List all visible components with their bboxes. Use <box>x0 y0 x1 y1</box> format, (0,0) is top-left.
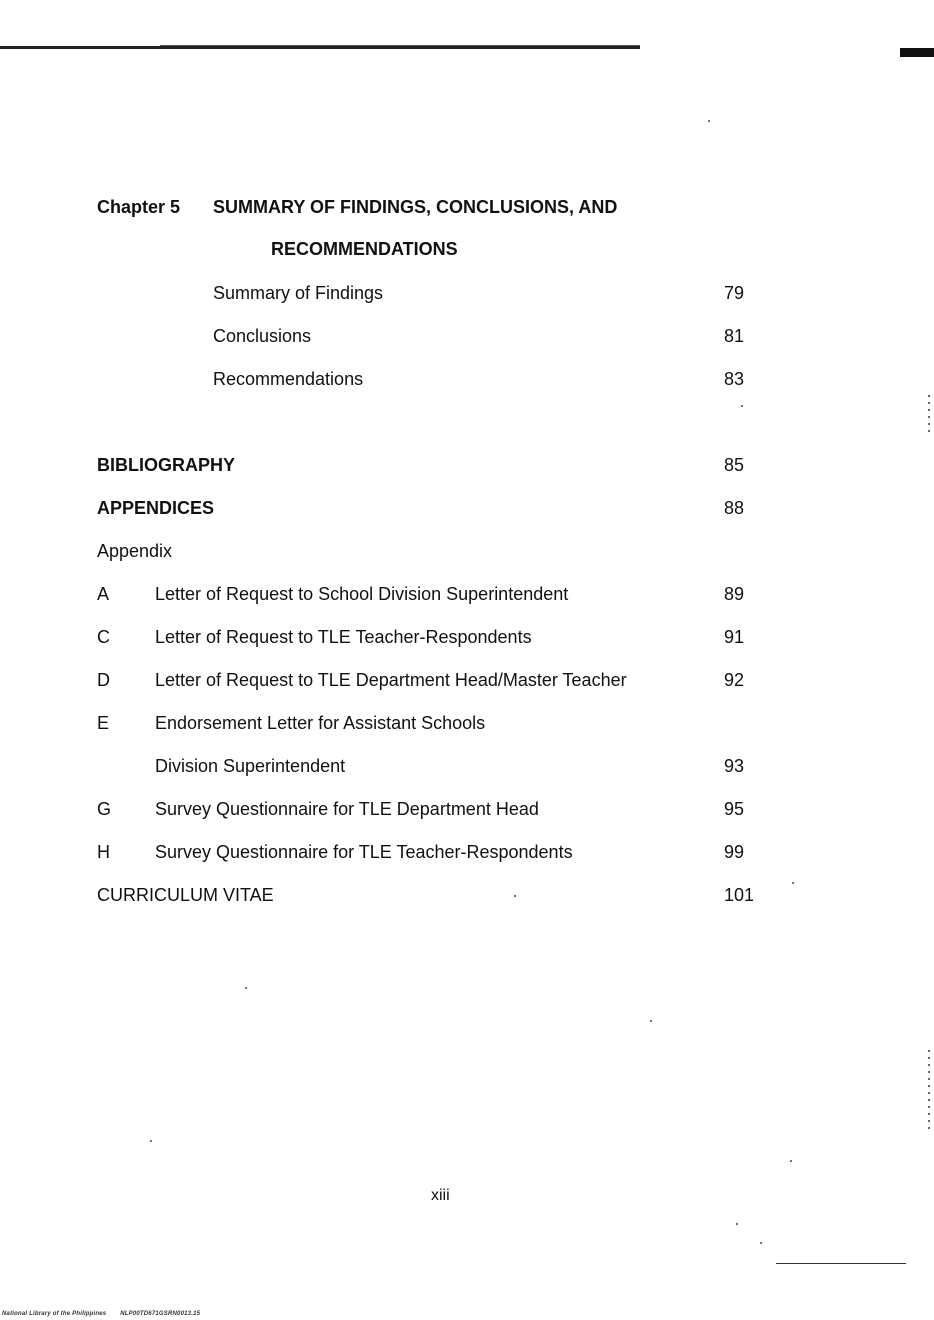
scan-speck <box>245 987 247 989</box>
bibliography-page: 85 <box>724 455 745 475</box>
chapter-title-line2: RECOMMENDATIONS <box>271 239 458 259</box>
scan-edge-dots <box>928 1050 930 1130</box>
toc-entry-title: Summary of Findings <box>213 283 384 303</box>
appendix-letter: A <box>97 584 110 604</box>
scan-speck <box>741 405 743 407</box>
appendix-letter: D <box>97 670 110 690</box>
scan-speck <box>708 120 710 122</box>
appendix-letter: C <box>97 627 110 647</box>
scan-speck <box>760 1242 762 1244</box>
page-number: xiii <box>431 1187 450 1204</box>
appendix-page: 91 <box>724 627 745 647</box>
scan-top-rule <box>0 46 640 49</box>
appendix-title: Letter of Request to TLE Teacher-Respondents <box>155 627 532 647</box>
curriculum-vitae-title: CURRICULUM VITAE <box>97 885 274 905</box>
toc-entry-page: 79 <box>724 283 745 303</box>
scan-speck <box>514 895 516 897</box>
library-footer <box>2 1311 212 1317</box>
appendix-title: Letter of Request to TLE Department Head/Master Teacher <box>155 670 627 690</box>
scan-edge-mark <box>900 48 934 57</box>
toc-entry-title: Conclusions <box>213 326 312 346</box>
chapter-title-line1: SUMMARY OF FINDINGS, CONCLUSIONS, AND <box>213 197 618 217</box>
appendix-title-continued: Division Superintendent <box>155 756 346 776</box>
scan-speck <box>150 1140 152 1142</box>
appendix-title: Survey Questionnaire for TLE Department Head <box>155 799 539 819</box>
appendices-page: 88 <box>724 498 745 518</box>
bibliography-title: BIBLIOGRAPHY <box>97 455 236 475</box>
appendix-label: Appendix <box>97 541 173 561</box>
appendix-letter: E <box>97 713 110 733</box>
footer-code: NLP00TD671GSRN0013.15 <box>120 1311 201 1317</box>
appendix-page: 89 <box>724 584 745 604</box>
appendix-page: 95 <box>724 799 745 819</box>
chapter-label: Chapter 5 <box>97 197 181 217</box>
appendix-page: 99 <box>724 842 745 862</box>
scan-edge-dots <box>928 395 930 435</box>
curriculum-vitae-page: 101 <box>724 885 755 905</box>
scan-speck <box>650 1020 652 1022</box>
toc-entry-page: 83 <box>724 369 745 389</box>
appendix-page: 92 <box>724 670 745 690</box>
appendices-title: APPENDICES <box>97 498 215 518</box>
scan-speck <box>790 1160 792 1162</box>
scan-speck <box>792 882 794 884</box>
appendix-letter: G <box>97 799 112 819</box>
toc-entry-page: 81 <box>724 326 745 346</box>
toc-entry-title: Recommendations <box>213 369 364 389</box>
appendix-title: Letter of Request to School Division Superintendent <box>155 584 569 604</box>
footer-library: National Library of the Philippines <box>2 1311 107 1317</box>
scan-speck <box>736 1223 738 1225</box>
appendix-page: 93 <box>724 756 745 776</box>
appendix-title: Endorsement Letter for Assistant Schools <box>155 713 486 733</box>
scan-top-rule-thin <box>160 45 640 46</box>
appendix-title: Survey Questionnaire for TLE Teacher-Respondents <box>155 842 573 862</box>
scan-bottom-rule <box>776 1263 906 1264</box>
appendix-letter: H <box>97 842 110 862</box>
